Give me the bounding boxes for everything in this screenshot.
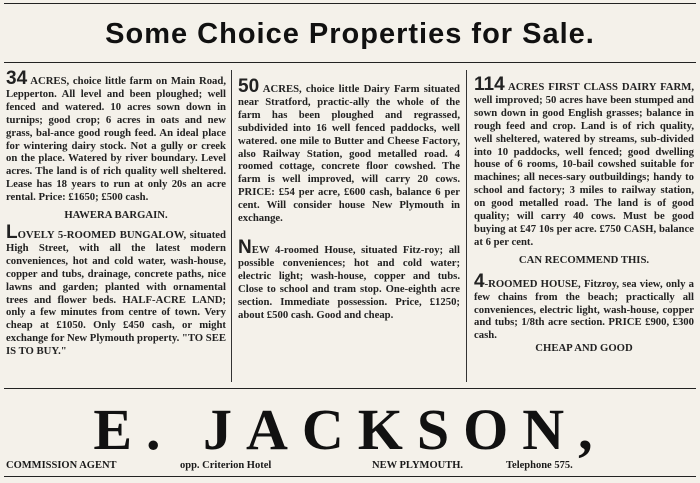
ad-new-house [238, 236, 460, 321]
ad-114-acres-text: ACRES FIRST CLASS DAIRY FARM, well improved; 50 acres have been stumped and sown down in good English grasses; balance in rough feed and crop. Land is of rich quality, well sheltered, watered by streams, sub-divided into 10 paddocks, well fenced; good dwelling house of 6 rooms, 10-bail cowshed suitable for machines; all neces-sary outbuildings; handy to school and factory; 3 miles to railway station, on good metalled road. The land is of good quality; will carry 40 cows. Must be good buying at £47 10s per acre. £750 CASH, balance at 6 per cent. [474, 81, 694, 248]
ad-new-house-text: EW 4-roomed House, situated Fitz-roy; all possible conveniences; hot and cold water; electric light; wash-house, copper and tubs. Close to school and tram stop. One-eighth acre section. Immediate possession. Price, £1250; about £500 cash. Good and cheap. [238, 243, 460, 321]
ad-34-acres [6, 70, 226, 204]
ad-34-acres-text: ACRES, choice little farm on Main Road, Lepperton. All level and been ploughed; well fenced and watered. 10 acres sown down in turnips; good crop; 6 acres in oats and new grass, bal-ance good rough feed. An ideal place for wintering dairy stock. Not a gully or creek on the place. Watered by river boundary. Level acres. The land is of rich quality well sheltered. Lease has 18 years to run at only 20s an acre rental. Price: £1650; £500 cash. [6, 75, 226, 204]
jackson-banner: E. JACKSON, [93, 397, 607, 462]
column-divider-1 [231, 70, 232, 382]
ad-bungalow [6, 221, 226, 358]
ad-4-roomed-text: -ROOMED HOUSE, Fitzroy, sea view, only a few chains from the beach; practically all conveniences, electric light, wash-house, copper and tubs; 1/8th acre section. PRICE £900, £300 cash. [474, 277, 694, 342]
headline-rule [4, 62, 696, 63]
column-1 [6, 70, 226, 358]
ad-4-roomed [474, 270, 694, 343]
cheap-good-heading: CHEAP AND GOOD [535, 342, 633, 355]
top-rule [4, 3, 696, 4]
headline: Some Choice Properties for Sale. [105, 18, 595, 50]
footer-phone: Telephone 575. [506, 460, 573, 471]
column-divider-2 [466, 70, 467, 382]
ad-new-house-cap: N [238, 236, 252, 258]
ad-bungalow-text: OVELY 5-ROOMED BUNGALOW, situated High Street, with all the latest modern conveniences, hot and cold water, wash-house, copper and tubs, drainage, concrete paths, nice lawns and garden; planted with ornamental trees and flower beds. HALF-ACRE LAND; only a few minutes from centre of town. Very cheap at £1050. Only £450 cash, or might exchange for New Plymouth property. "TO SEE IS TO BUY." [6, 228, 226, 358]
ad-bungalow-cap: L [6, 221, 18, 243]
ad-50-acres [238, 78, 460, 225]
ad-4-roomed-cap: 4 [474, 270, 485, 292]
column-3 [474, 76, 694, 355]
ad-50-acres-text: ACRES, choice little Dairy Farm situated near Stratford, practic-ally the whole of the farm has been ploughed and regrassed, subdivided into 16 well fenced paddocks, well watered. one mile to Butter and Cheese Factory, also Railway Station, good metalled road. 4 roomed cottage, concrete floor cowshed. The farm is well improved, will carry 20 cows. PRICE: £54 per acre, £600 cash, balance 6 per cent. Will consider house New Plymouth in exchange. [238, 83, 460, 225]
footer-left: COMMISSION AGENT [6, 460, 117, 471]
ad-50-acres-cap: 50 [238, 76, 260, 97]
footer-address: opp. Criterion Hotel [180, 460, 272, 471]
footer-rule [4, 476, 696, 477]
column-2 [238, 78, 460, 321]
bottom-section-rule [4, 388, 696, 389]
ad-114-acres [474, 76, 694, 249]
ad-114-acres-cap: 114 [474, 74, 505, 95]
footer-town: NEW PLYMOUTH. [372, 460, 464, 471]
ad-34-acres-cap: 34 [6, 68, 28, 89]
recommend-heading: CAN RECOMMEND THIS. [518, 253, 650, 266]
hawera-bargain-heading: HAWERA BARGAIN. [64, 209, 168, 222]
